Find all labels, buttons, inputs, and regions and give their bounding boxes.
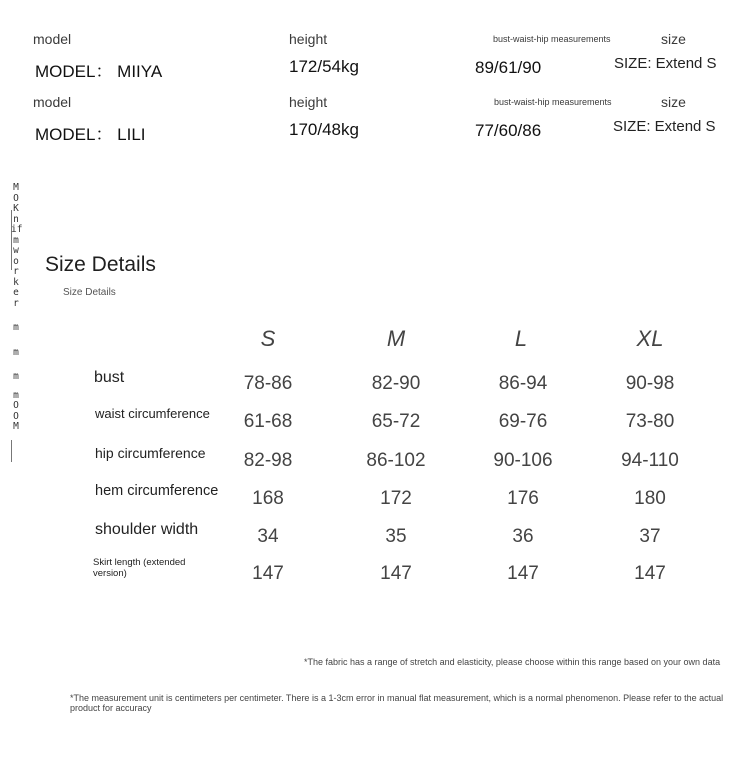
height-label: height (289, 31, 328, 47)
model-size: SIZE: Extend S (614, 55, 717, 72)
model-name: MODEL： LILI (35, 125, 146, 144)
size-details-subtitle: Size Details (63, 287, 116, 298)
table-cell: 82-98 (243, 450, 293, 471)
row-label-bust: bust (94, 369, 125, 386)
model-measurements: 77/60/86 (475, 121, 542, 140)
table-cell: 86-94 (498, 373, 548, 394)
size-details-title: Size Details (45, 253, 156, 276)
table-cell: 176 (507, 488, 539, 509)
table-cell: 90-98 (625, 373, 675, 394)
table-cell: 37 (639, 526, 661, 547)
measurements-label: bust-waist-hip measurements (494, 97, 612, 107)
model-size: SIZE: Extend S (613, 118, 716, 135)
model-label: model (33, 94, 72, 110)
table-cell: 147 (507, 563, 539, 584)
size-header-m: M (386, 326, 406, 351)
row-label-hem: hem circumference (95, 483, 219, 499)
table-cell: 36 (512, 526, 534, 547)
side-vertical-text: M O K n if m w o r k e r m m m m O O M (11, 182, 23, 432)
table-cell: 73-80 (625, 411, 675, 432)
model-name: MODEL： MIIYA (35, 62, 163, 81)
table-cell: 172 (380, 488, 412, 509)
measurement-note: *The measurement unit is centimeters per centimeter. There is a 1-3cm error in manual flat measurement, which is a normal phenomenon. Please refer to the actual product for accuracy (70, 693, 724, 713)
model-height-weight: 170/48kg (289, 120, 359, 139)
row-label-waist: waist circumference (95, 406, 210, 421)
table-cell: 147 (252, 563, 284, 584)
model-measurements: 89/61/90 (475, 58, 542, 77)
table-cell: 61-68 (243, 411, 293, 432)
measurements-label: bust-waist-hip measurements (493, 34, 611, 44)
table-cell: 78-86 (243, 373, 293, 394)
model-height-weight: 172/54kg (289, 57, 359, 76)
height-label: height (289, 94, 328, 110)
size-header-xl: XL (636, 326, 664, 351)
size-header-l: L (514, 326, 528, 351)
table-cell: 86-102 (366, 450, 426, 471)
table-cell: 94-110 (621, 450, 679, 471)
table-cell: 35 (385, 526, 407, 547)
size-label: size (661, 94, 686, 110)
table-cell: 180 (634, 488, 666, 509)
table-cell: 69-76 (498, 411, 548, 432)
row-label-hip: hip circumference (95, 445, 206, 461)
table-cell: 147 (634, 563, 666, 584)
row-label-shoulder: shoulder width (95, 521, 199, 538)
table-cell: 82-90 (371, 373, 421, 394)
side-divider (11, 440, 12, 462)
size-header-s: S (260, 326, 276, 351)
size-label: size (661, 31, 686, 47)
table-cell: 65-72 (371, 411, 421, 432)
table-cell: 90-106 (493, 450, 553, 471)
table-cell: 168 (252, 488, 284, 509)
row-label-skirt-length: Skirt length (extended version) (93, 557, 186, 579)
table-cell: 34 (257, 526, 279, 547)
model-label: model (33, 31, 72, 47)
fabric-note: *The fabric has a range of stretch and elasticity, please choose within this range based on your own data (304, 657, 721, 667)
table-cell: 147 (380, 563, 412, 584)
